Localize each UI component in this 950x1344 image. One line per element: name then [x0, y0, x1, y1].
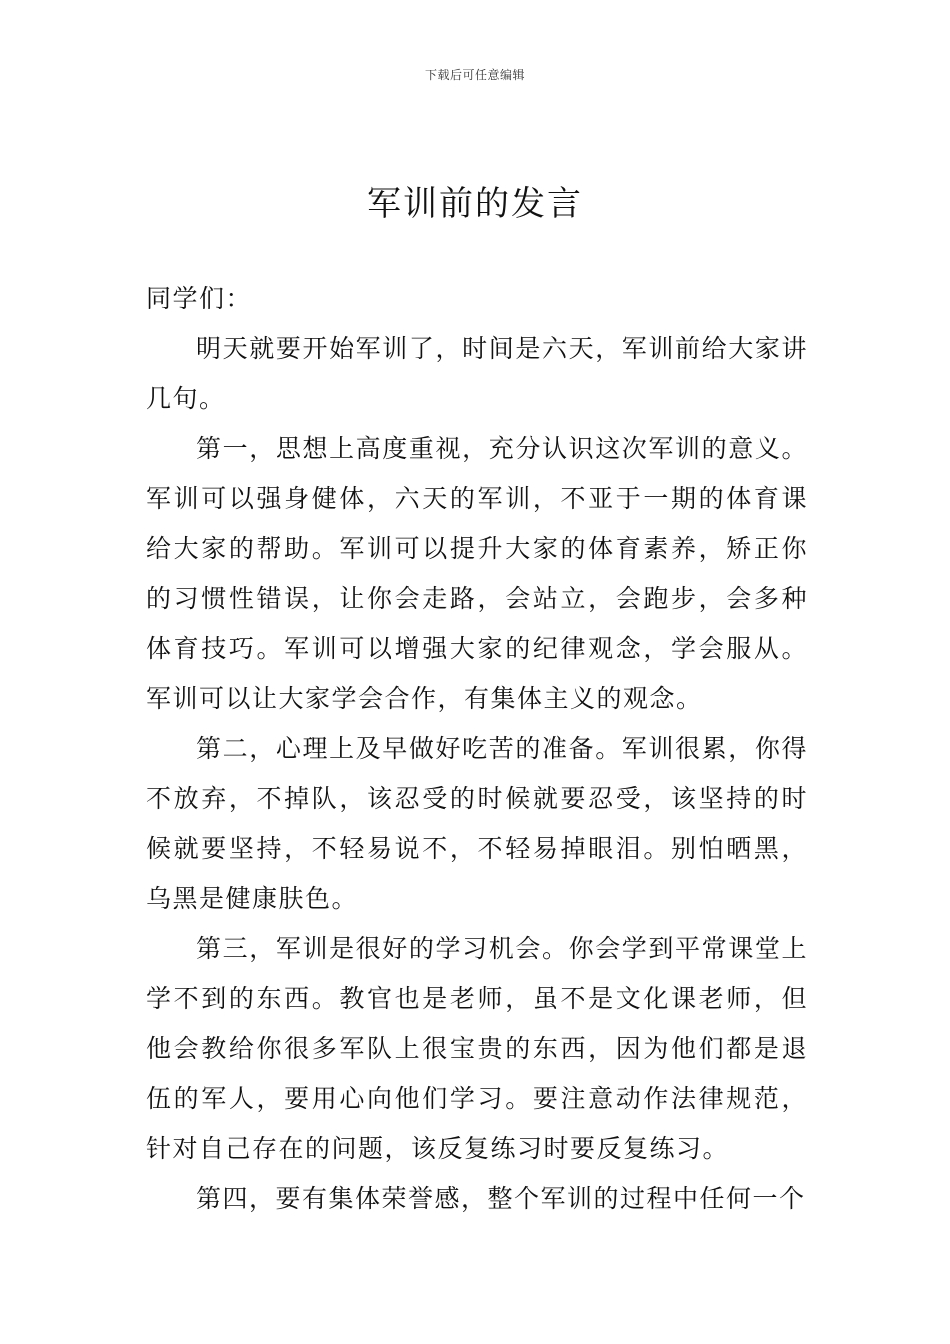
paragraph-2: 第一，思想上高度重视，充分认识这次军训的意义。军训可以强身健体，六天的军训，不亚于一期的体育课给大家的帮助。军训可以提升大家的体育素养，矫正你的习惯性错误，让你会走路，会站立，会跑步，会多种体育技巧。军训可以增强大家的纪律观念，学会服从。军训可以让大家学会合作，有集体主义的观念。: [146, 434, 808, 713]
document-title: 军训前的发言: [367, 184, 583, 224]
paragraph-5: 第四，要有集体荣誉感，整个军训的过程中任何一个: [196, 1184, 806, 1213]
paragraph-1: 明天就要开始军训了，时间是六天，军训前给大家讲几句。: [146, 334, 808, 413]
salutation: 同学们：: [146, 284, 253, 313]
paragraph-3: 第二，心理上及早做好吃苦的准备。军训很累，你得不放弃，不掉队，该忍受的时候就要忍受，该坚持的时候就要坚持，不轻易说不，不轻易掉眼泪。别怕晒黑，乌黑是健康肤色。: [146, 734, 808, 913]
header-note: 下载后可任意编辑: [424, 68, 525, 82]
document-body: [146, 274, 808, 1224]
paragraph-4: 第三，军训是很好的学习机会。你会学到平常课堂上学不到的东西。教官也是老师，虽不是文化课老师，但他会教给你很多军队上很宝贵的东西，因为他们都是退伍的军人，要用心向他们学习。要注意动作法律规范，针对自己存在的问题，该反复练习时要反复练习。: [146, 934, 808, 1163]
